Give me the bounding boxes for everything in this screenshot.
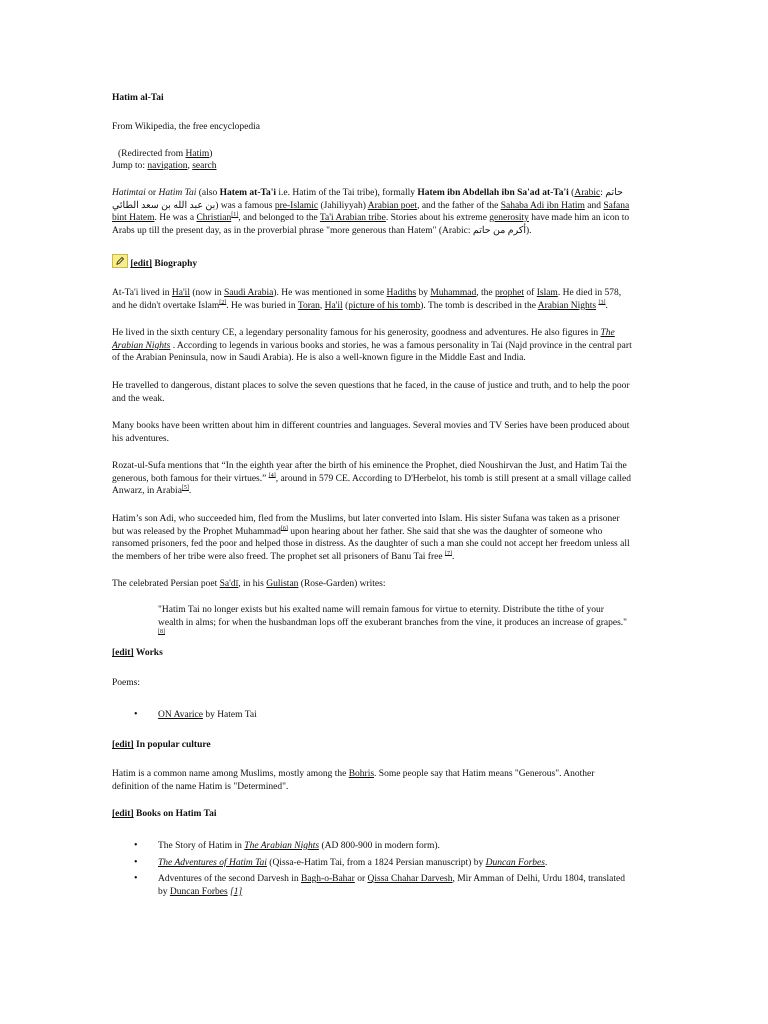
popular-culture-paragraph <box>112 768 632 793</box>
navigation-link[interactable]: navigation <box>147 161 188 171</box>
intro-text: have made him an icon to Arabs up till the present day, as in the proverbial phrase "more generous than Hatem" (Arabic: <box>112 213 630 236</box>
works-title: Works <box>133 648 163 658</box>
books-heading <box>112 808 632 821</box>
biography-heading <box>112 254 632 271</box>
bio-text: by <box>416 288 431 298</box>
biography-title: Biography <box>152 259 198 269</box>
bio-text: (now in <box>189 288 225 298</box>
hadiths-link[interactable]: Hadiths <box>386 288 417 298</box>
bio-text: , the <box>476 288 496 298</box>
bagh-o-bahar-link[interactable]: Bagh-o-Bahar <box>301 874 355 884</box>
tai-tribe-link[interactable]: Ta'i Arabian tribe <box>319 213 386 223</box>
list-text: or <box>354 874 368 884</box>
list-item <box>112 857 632 870</box>
gulistan-link[interactable]: Gulistan <box>266 579 299 589</box>
arabian-nights-title: The Arabian Nights <box>112 328 615 351</box>
islam-link[interactable]: Islam <box>536 288 558 298</box>
tomb-picture-link[interactable]: picture of his tomb <box>348 300 421 311</box>
bio-text: The celebrated Persian poet <box>112 579 220 589</box>
pre-islamic-link[interactable]: pre-Islamic <box>274 200 319 211</box>
jump-label: Jump to: <box>112 161 148 171</box>
intro-text: ). <box>526 225 532 236</box>
biography-paragraph-1 <box>112 287 632 312</box>
list-text: Adventures of the second Darvesh in <box>158 874 301 884</box>
bio-text: At-Ta'i lived in <box>112 288 172 298</box>
edit-link-works[interactable]: [edit] <box>112 648 134 658</box>
bio-text: upon hearing about her father. She said that she was the daughter of someone who ransomed prisoners, fed the poor and helped those in distress. As the daughter of such a man she could not accept her freedom unless all the members of her tribe were also freed. The prophet set all prisoners of Banu Tai free <box>112 526 630 562</box>
arabic-name: : حاتم بن عبد الله بن سعد الطائي <box>112 188 623 211</box>
ref-6-link[interactable]: [6] <box>280 525 288 532</box>
list-text: (AD 800-900 in modern form). <box>319 841 440 851</box>
list-text: , Mir Amman of Delhi, Urdu 1804, translated by <box>158 874 626 897</box>
intro-text: ( <box>568 188 575 198</box>
biography-paragraph-3: He travelled to dangerous, distant places to solve the seven questions that he faced, in the cause of justice and truth, and to help the poor and the weak. <box>112 381 630 404</box>
duncan-forbes-link[interactable] <box>485 857 548 868</box>
biography-paragraph-2 <box>112 327 632 365</box>
saudi-arabia-link[interactable]: Saudi Arabia <box>224 288 274 298</box>
intro-text: . Stories about his extreme <box>385 213 490 223</box>
ref-8-link[interactable]: [8] <box>158 628 165 635</box>
bullet-icon: • <box>134 873 138 884</box>
saadi-quote <box>158 604 628 642</box>
popular-text: Hatim is a common name among Muslims, mostly among the <box>112 769 349 779</box>
duncan-forbes-link-2[interactable]: Duncan Forbes <box>169 886 228 897</box>
intro-name-2: Hatim Tai <box>158 188 197 198</box>
jump-sep: , <box>187 161 193 171</box>
on-avarice-link[interactable]: ON Avarice <box>158 710 203 720</box>
ref-1-link[interactable]: [1] <box>231 211 239 218</box>
books-list <box>112 840 632 902</box>
redirect-link[interactable]: Hatim <box>185 149 210 159</box>
popular-text: . Some people say that Hatim means "Generous". Another definition of the name Hatim is "Determined". <box>112 769 595 792</box>
bio-text: ). He was mentioned in some <box>273 288 387 298</box>
bio-text: , around in 579 CE. According to D'Herbelot, his tomb is still present at a small village called Anwarz, in Arabia <box>112 473 631 496</box>
bio-text: . <box>451 551 455 562</box>
intro-text: and <box>584 200 604 211</box>
qissa-chahar-darvesh-link[interactable]: Qissa Chahar Darvesh <box>367 874 453 884</box>
list-item <box>112 709 632 722</box>
redirect-prefix: (Redirected from <box>118 149 186 159</box>
list-item <box>112 840 632 853</box>
popular-title: In popular culture <box>133 740 211 750</box>
list-text: The Story of Hatim in <box>158 841 245 851</box>
list-text: by Hatem Tai <box>202 710 257 720</box>
prophet-link[interactable]: prophet <box>495 288 525 298</box>
bio-text: He lived in the sixth century CE, a legendary personality famous for his generosity, goodness and adventures. He also figures in <box>112 328 601 338</box>
intro-text: (also <box>196 188 220 198</box>
book-title: The Arabian Nights <box>244 841 320 851</box>
biography-paragraph-6 <box>112 513 632 563</box>
books-title: Books on Hatim Tai <box>133 809 217 819</box>
popular-culture-heading <box>112 739 632 752</box>
biography-paragraph-5 <box>112 460 632 498</box>
toran-link[interactable]: Toran <box>297 300 320 311</box>
bio-text: Rozat-ul-Sufa mentions that “In the eighth year after the birth of his eminence the Prophet, died Noushirvan the Just, and Hatim Tai the generous, both famous for their virtues.” <box>112 461 627 484</box>
generosity-link[interactable]: generosity <box>489 213 529 223</box>
ref-3-link[interactable]: [3] <box>598 299 606 306</box>
intro-text: . He was a <box>154 213 197 223</box>
book-title: The Adventures of Hatim Tai <box>158 857 267 868</box>
works-heading <box>112 647 632 660</box>
bio-text: . He died in 578, and he didn't overtake Islam <box>112 288 622 311</box>
arabic-link[interactable]: Arabic <box>574 188 601 198</box>
intro-text: , and the father of the <box>417 200 501 211</box>
edit-link-books[interactable]: [edit] <box>112 809 134 819</box>
intro-name-3: Hatem at-Ta'i <box>219 188 276 198</box>
ref-text: [1] <box>230 886 243 897</box>
jump-to <box>112 160 632 173</box>
safana-link[interactable]: Safana bint Hatem <box>112 200 630 223</box>
poems-label: Poems: <box>112 678 140 688</box>
bio-text: Hatim’s son Adi, who succeeded him, fled from the Muslims, but later converted into Islam. His sister Sufana was taken as a prisoner but was released by the Prophet Muhammad <box>112 514 620 537</box>
biography-paragraph-7 <box>112 578 632 591</box>
intro-text: or <box>145 188 159 198</box>
muhammad-link[interactable]: Muhammad <box>430 288 477 298</box>
bio-text: ). The tomb is described in the <box>420 300 538 311</box>
arabian-poet-link[interactable]: Arabian poet <box>367 200 418 211</box>
bullet-icon: • <box>134 840 138 851</box>
hail-link[interactable]: Ha'il <box>171 288 190 298</box>
adventures-hatim-tai-link[interactable] <box>158 858 267 868</box>
page-title: Hatim al-Tai <box>112 93 164 103</box>
intro-text: i.e. Hatim of the Tai tribe), formally <box>276 188 418 198</box>
redirect-suffix: ) <box>209 149 213 159</box>
arabic-phrase: أكرم من حاتم <box>472 225 526 236</box>
bio-text: ( <box>342 300 349 311</box>
bio-text: . He was buried in <box>226 300 298 311</box>
christian-link[interactable]: Christian <box>196 213 232 223</box>
ref-2-link[interactable]: [2] <box>219 299 227 306</box>
bio-text: , in his <box>238 579 267 589</box>
intro-full-name: Hatem ibn Abdellah ibn Sa'ad at-Ta'i <box>417 188 569 198</box>
intro-text: , and belonged to the <box>238 213 320 223</box>
list-item <box>112 873 632 898</box>
sadi-link[interactable]: Sa'dī <box>219 579 239 589</box>
bio-text: . <box>188 486 192 496</box>
bio-text: . According to legends in various books and stories, he was a famous personality in Tai (Najd province in the central part of the Arabian Peninsula, now in Saudi Arabia). He is also a well-known figure in the Middle East and India. <box>112 340 632 363</box>
bio-text: of <box>524 288 537 298</box>
biography-paragraph-4: Many books have been written about him in different countries and languages. Several movies and TV Series have been produced about his adventures. <box>112 421 630 444</box>
ref-book-1-link[interactable] <box>230 887 242 897</box>
intro-text: (Jahiliyyah) <box>318 200 368 211</box>
ref-7-link[interactable]: [7] <box>444 550 452 557</box>
adi-ibn-hatim-link[interactable]: Sahaba Adi ibn Hatim <box>500 200 585 211</box>
edit-link-biography[interactable]: [edit] <box>130 259 153 269</box>
bio-text: (Rose-Garden) writes: <box>298 579 386 589</box>
ref-5-link[interactable]: [5] <box>181 484 189 491</box>
intro-name-1: Hatimtai <box>112 188 146 198</box>
list-text: (Qissa-e-Hatim Tai, from a 1824 Persian manuscript) by <box>266 857 486 868</box>
bullet-icon: • <box>134 856 138 868</box>
redirect-note <box>118 148 638 161</box>
arabian-nights-link-3[interactable] <box>244 841 319 851</box>
bio-text: , <box>319 300 325 311</box>
bio-text: . <box>605 300 608 311</box>
author-name: Duncan Forbes <box>485 857 545 868</box>
quote-text: "Hatim Tai no longer exists but his exalted name will remain famous for virtue to eternity. Distribute the tithe of your wealth in alms; for when the husbandman lops off the exuberant branches from the vine, it produces an increase of grapes." <box>158 605 628 628</box>
ref-4-link[interactable]: [4] <box>268 472 276 479</box>
list-text: . <box>544 857 548 868</box>
pencil-edit-icon[interactable] <box>112 254 128 268</box>
arabian-nights-link[interactable]: Arabian Nights <box>537 300 597 311</box>
intro-paragraph <box>112 187 632 237</box>
subtitle: From Wikipedia, the free encyclopedia <box>112 122 260 132</box>
bohris-link[interactable]: Bohris <box>348 769 375 779</box>
search-link[interactable]: search <box>192 161 217 171</box>
intro-text: ) was a famous <box>215 200 275 211</box>
bullet-icon: • <box>134 709 138 720</box>
hail-link-2[interactable]: Ha'il <box>324 300 343 311</box>
edit-link-popular[interactable]: [edit] <box>112 740 134 750</box>
poems-list <box>112 709 632 726</box>
